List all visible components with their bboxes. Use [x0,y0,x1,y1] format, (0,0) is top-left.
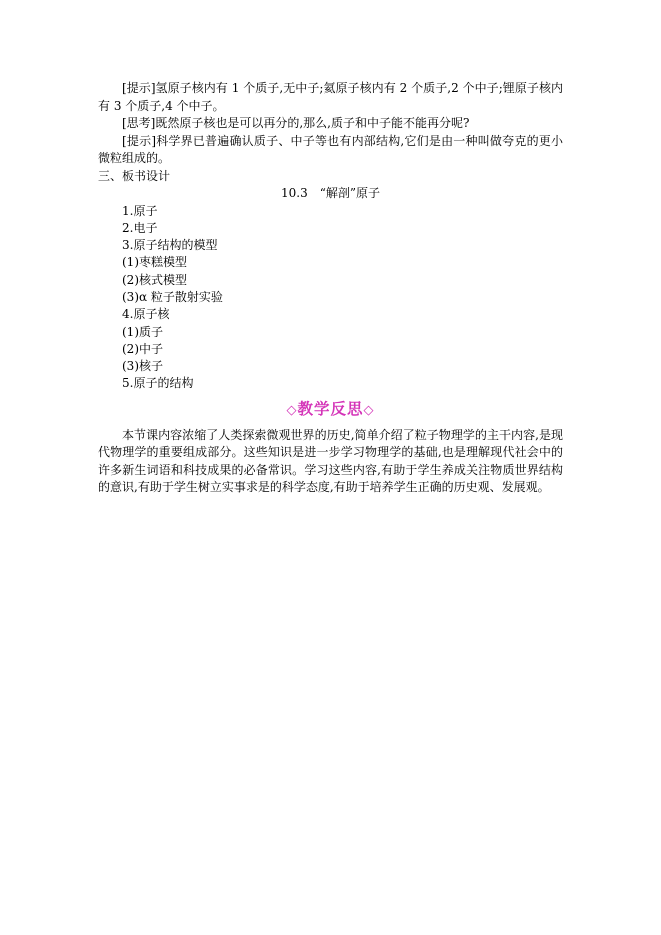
hint-paragraph-nuclei: [提示]氢原子核内有 1 个质子,无中子;氦原子核内有 2 个质子,2 个中子;锂原子核内有 3 个质子,4 个中子。 [98,81,563,113]
outline-item: 2.电子 [122,220,158,235]
outline-item: (2)中子 [122,341,163,356]
board-design-title: 10.3 “解剖”原子 [281,186,380,200]
diamond-right-icon: ◇ [363,402,375,418]
outline-item: (2)核式模型 [122,272,187,287]
board-design-heading: 三、板书设计 [98,168,171,183]
teaching-reflection-title: 教学反思 [297,398,364,418]
outline-item: (1)枣糕模型 [122,255,187,270]
diamond-left-icon: ◇ [286,402,298,418]
teaching-reflection-heading [98,399,563,421]
outline-item: (1)质子 [122,324,163,339]
outline-item: (3)核子 [122,359,163,374]
outline-item: 4.原子核 [122,307,170,322]
teaching-reflection-body: 本节课内容浓缩了人类探索微观世界的历史,简单介绍了粒子物理学的主干内容,是现代物理学的重要组成部分。这些知识是进一步学习物理学的基础,也是理解现代社会中的许多新生词语和科技成果的必备常识。学习这些内容,有助于学生养成关注物质世界结构的意识,有助于学生树立实事求是的科学态度,有助于培养学生正确的历史观、发展观。 [98,427,563,495]
outline-item: 5.原子的结构 [122,376,194,391]
outline-item: 1.原子 [122,203,158,218]
outline-item: 3.原子结构的模型 [122,238,218,253]
hint-paragraph-quarks: [提示]科学界已普遍确认质子、中子等也有内部结构,它们是由一种叫做夸克的更小微粒组成的。 [98,133,563,165]
think-paragraph: [思考]既然原子核也是可以再分的,那么,质子和中子能不能再分呢? [122,116,470,130]
outline-item: (3)α 粒子散射实验 [122,289,223,304]
document-page [98,80,563,497]
board-outline-list [98,203,563,393]
